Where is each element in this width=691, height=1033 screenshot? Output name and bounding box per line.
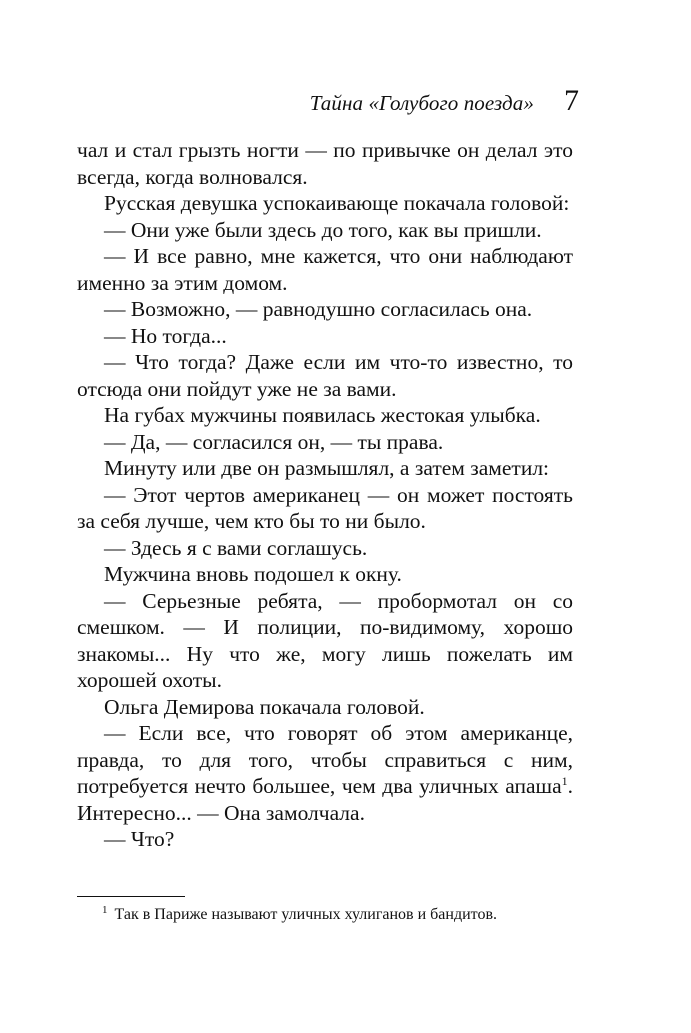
running-header — [310, 86, 579, 116]
paragraph: — Здесь я с вами соглашусь. — [104, 535, 368, 560]
footnote — [102, 905, 497, 925]
paragraph-continuation: Интересно... — Она замолчала. — [77, 800, 365, 825]
paragraph-text: — Если все, что говорят об этом американце, правда, то для того, чтобы справиться с ним, потребуется нечто большее, чем два уличных апаша — [77, 721, 573, 798]
paragraph: Русская девушка успокаивающе покачала головой: — [104, 191, 570, 215]
paragraph-with-footnote: — Если все, что говорят об этом американце, правда, то для того, чтобы справиться с ним, потребуется нечто большее, чем два уличных апаша$^1$. Интересно... — Она замолчала. — [77, 721, 573, 825]
paragraph: чал и стал грызть ногти — по привычке он делал это всегда, когда волновался. — [77, 138, 573, 189]
paragraph: На губах мужчины появилась жестокая улыбка. — [104, 403, 541, 427]
paragraph: — Возможно, — равнодушно согласилась она. — [104, 297, 533, 321]
page-number: 7 — [564, 84, 579, 117]
paragraph: — Но тогда... — [104, 323, 227, 348]
paragraph: Ольга Демирова покачала головой. — [104, 694, 425, 719]
paragraph: — Что тогда? Даже если им что-то известно, то отсюда они пойдут уже не за вами. — [77, 350, 573, 401]
footnote-reference: 1 — [561, 773, 568, 788]
paragraph: — Этот чертов американец — он может постоять за себя лучше, чем кто бы то ни было. — [77, 482, 573, 533]
footnote-text: Так в Париже называют уличных хулиганов и бандитов. — [114, 906, 498, 923]
running-title: Тайна «Голубого поезда» — [309, 91, 534, 115]
footnote-mark: 1 — [102, 903, 108, 916]
paragraph: — Да, — согласился он, — ты права. — [104, 429, 444, 454]
body-text — [77, 137, 573, 853]
paragraph: — Серьезные ребята, — пробормотал он со смешком. — И полиции, по-видимому, хорошо знакомы... Ну что же, могу лишь пожелать им хорошей охоты. — [77, 588, 573, 692]
footnote-divider — [77, 896, 185, 897]
paragraph: Минуту или две он размышлял, а затем заметил: — [104, 456, 550, 480]
paragraph: — Они уже были здесь до того, как вы пришли. — [104, 217, 542, 242]
paragraph: — Что? — [104, 827, 175, 851]
paragraph: — И все равно, мне кажется, что они наблюдают именно за этим домом. — [77, 244, 573, 295]
paragraph: Мужчина вновь подошел к окну. — [104, 562, 402, 586]
